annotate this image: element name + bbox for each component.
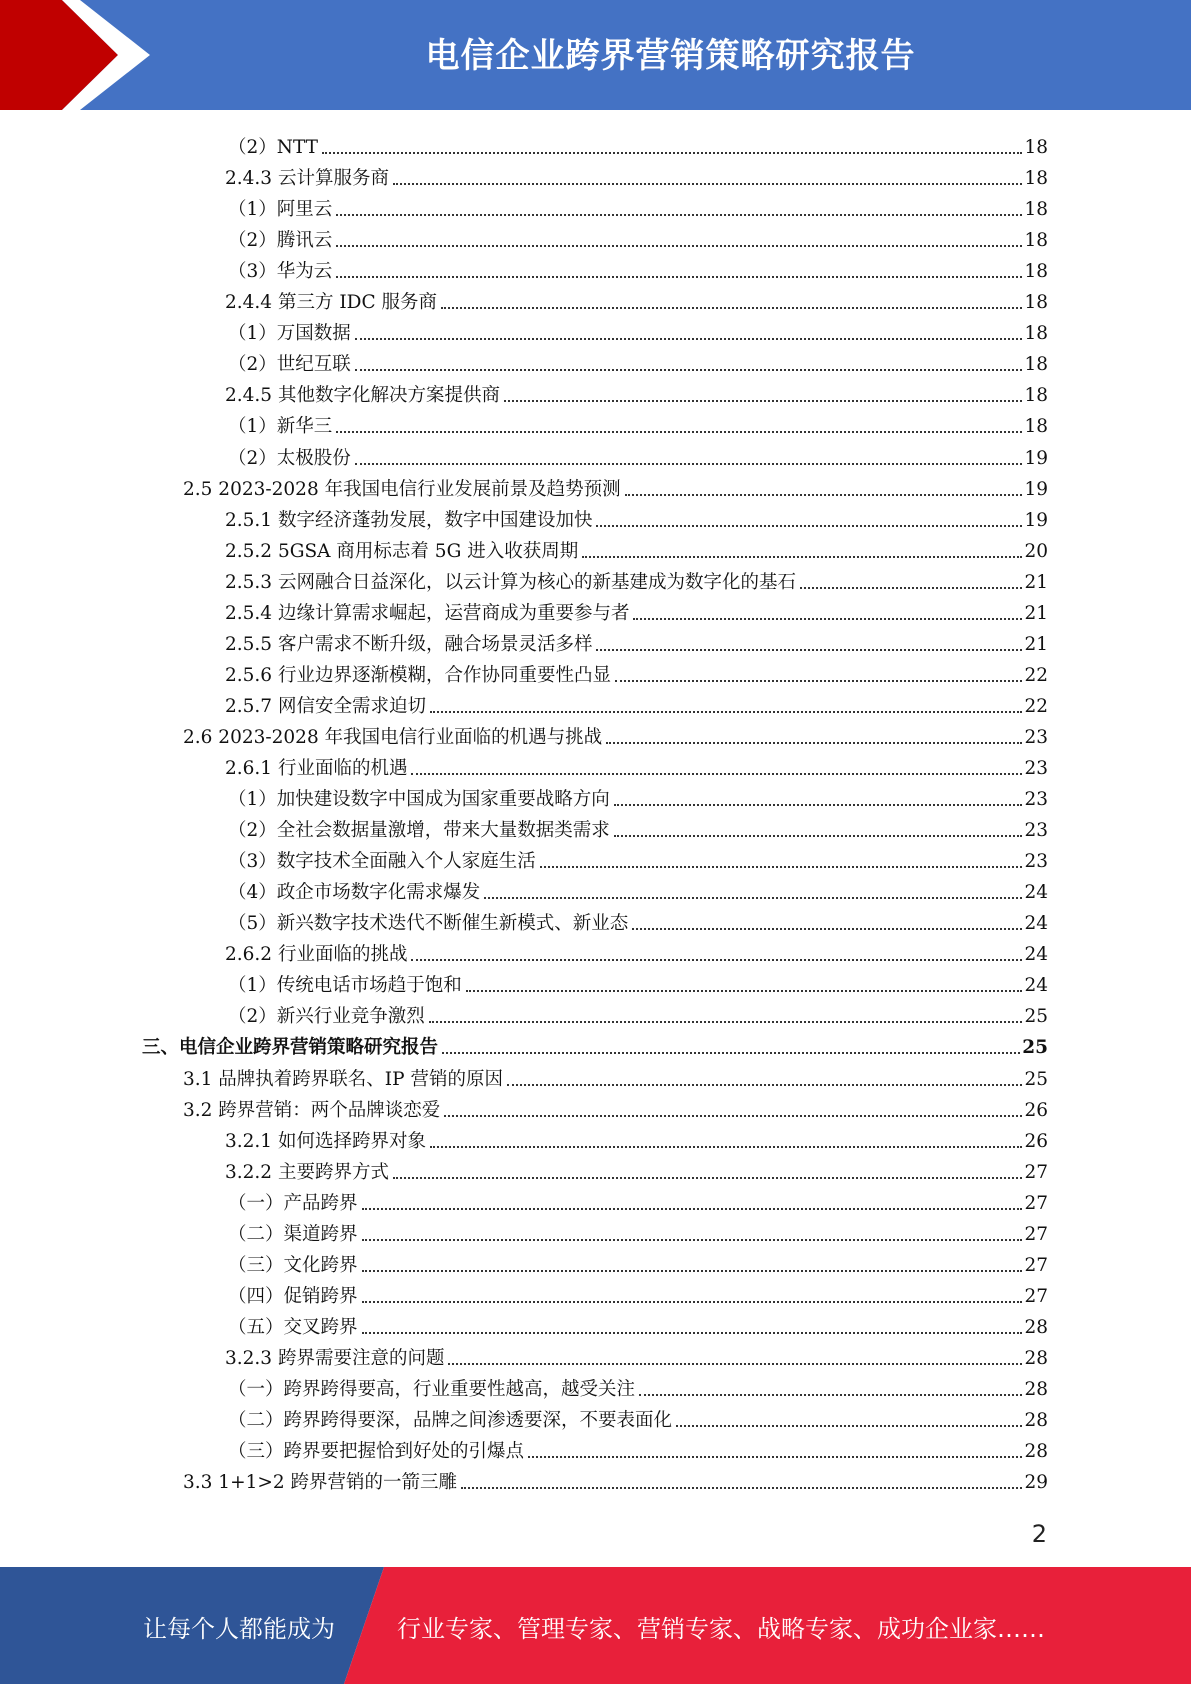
toc-leader-dots [336,276,1022,278]
toc-entry-title: 2.6.2 行业面临的挑战 [225,944,408,966]
toc-leader-dots [448,1363,1022,1365]
toc-entry-title: （1）阿里云 [228,199,333,221]
toc-entry-title: （二）跨界跨得要深，品牌之间渗透要深，不要表面化 [228,1410,673,1432]
toc-leader-dots [625,494,1023,496]
toc-entry[interactable] [225,656,1048,687]
toc-entry[interactable] [183,1463,1048,1494]
toc-entry[interactable] [225,625,1048,656]
toc-entry[interactable] [142,1028,1048,1059]
toc-entry[interactable] [228,873,1048,904]
toc-leader-dots [355,463,1023,465]
toc-leader-dots [800,587,1022,589]
toc-entry[interactable] [225,376,1048,407]
toc-entry-page: 27 [1024,1192,1048,1214]
toc-entry-page: 25 [1024,1068,1048,1090]
toc-entry[interactable] [228,1215,1048,1246]
header-banner [0,0,1191,110]
toc-entry-title: 2.5.4 边缘计算需求崛起，运营商成为重要参与者 [225,602,630,624]
toc-leader-dots [411,959,1022,961]
toc-entry-title: 2.6 2023-2028 年我国电信行业面临的机遇与挑战 [183,726,603,748]
toc-leader-dots [582,556,1022,558]
toc-leader-dots [614,804,1023,806]
toc-entry[interactable] [228,997,1048,1028]
toc-entry[interactable] [228,128,1048,159]
toc-leader-dots [528,1456,1022,1458]
toc-entry-page: 27 [1024,1161,1048,1183]
toc-entry-page: 19 [1024,447,1048,469]
toc-leader-dots [444,1115,1022,1117]
toc-entry-title: 2.6.1 行业面临的机遇 [225,758,408,779]
toc-leader-dots [393,1177,1022,1179]
footer-slogan-left: 让每个人都能成为 [143,1615,335,1643]
toc-entry-title: 2.5.6 行业边界逐渐模糊，合作协同重要性凸显 [225,664,611,686]
toc-entry-page: 28 [1024,1347,1048,1369]
toc-entry[interactable] [228,407,1048,438]
toc-entry[interactable] [225,749,1048,780]
toc-leader-dots [362,1270,1023,1272]
toc-entry-page: 24 [1024,944,1048,966]
toc-entry[interactable] [225,935,1048,966]
toc-entry[interactable] [228,1277,1048,1308]
toc-entry-page: 18 [1024,416,1048,438]
toc-entry[interactable] [228,1246,1048,1277]
toc-entry-page: 26 [1024,1130,1048,1152]
toc-entry[interactable] [225,532,1048,563]
toc-entry-title: （三）文化跨界 [228,1254,358,1276]
toc-entry-title: （5）新兴数字技术迭代不断催生新模式、新业态 [228,913,629,935]
toc-leader-dots [441,307,1022,309]
toc-leader-dots [362,1301,1023,1303]
toc-entry[interactable] [228,811,1048,842]
toc-entry-title: （1）新华三 [228,416,333,438]
toc-entry-page: 23 [1024,851,1048,873]
header-title: 电信企业跨界营销策略研究报告 [425,36,916,76]
toc-entry-title: （一）跨界跨得要高，行业重要性越高，越受关注 [228,1379,636,1400]
footer-slogan-right: 行业专家、管理专家、营销专家、战略专家、成功企业家…… [397,1615,1045,1643]
toc-leader-dots [336,214,1022,216]
toc-leader-dots [430,1146,1022,1148]
toc-leader-dots [430,711,1022,713]
toc-entry-title: （一）产品跨界 [228,1192,358,1214]
toc-entry[interactable] [225,687,1048,718]
toc-leader-dots [362,1208,1023,1210]
toc-entry[interactable] [228,252,1048,283]
toc-entry-page: 23 [1024,820,1048,842]
toc-entry[interactable] [183,718,1048,749]
toc-entry-page: 24 [1024,913,1048,935]
toc-entry-title: （2）腾讯云 [228,230,333,252]
toc-entry-page: 27 [1024,1285,1048,1307]
toc-entry[interactable] [225,1122,1048,1153]
toc-entry[interactable] [228,904,1048,935]
toc-entry-title: 三、电信企业跨界营销策略研究报告 [142,1037,439,1059]
toc-entry-title: （四）促销跨界 [228,1285,358,1307]
toc-leader-dots [362,1332,1023,1334]
toc-entry-title: （五）交叉跨界 [228,1316,358,1338]
toc-entry-title: 2.5.5 客户需求不断升级，融合场景灵活多样 [225,633,593,655]
toc-leader-dots [676,1425,1022,1427]
toc-leader-dots [614,835,1023,837]
toc-entry[interactable] [183,1091,1048,1122]
toc-entry-page: 18 [1024,292,1048,314]
toc-entry[interactable] [225,1153,1048,1184]
toc-leader-dots [336,431,1022,433]
toc-entry[interactable] [228,780,1048,811]
toc-entry[interactable] [225,501,1048,532]
toc-entry[interactable] [228,190,1048,221]
toc-leader-dots [540,866,1023,868]
toc-entry-page: 26 [1024,1099,1048,1121]
toc-leader-dots [355,369,1023,371]
toc-leader-dots [466,990,1023,992]
toc-entry[interactable] [225,563,1048,594]
toc-entry-page: 19 [1024,509,1048,531]
page-number: 2 [1031,1520,1047,1548]
toc-entry-page: 18 [1024,261,1048,283]
toc-leader-dots [336,245,1022,247]
toc-leader-dots [596,649,1022,651]
toc-entry[interactable] [225,283,1048,314]
toc-entry-title: 2.5.3 云网融合日益深化，以云计算为核心的新基建成为数字化的基石 [225,571,796,593]
toc-entry-page: 21 [1024,633,1048,655]
toc-leader-dots [442,1052,1020,1054]
toc-entry-title: 2.5.7 网信安全需求迫切 [225,695,426,717]
toc-entry[interactable] [225,1339,1048,1370]
toc-leader-dots [322,152,1022,154]
toc-leader-dots [411,773,1022,775]
toc-entry-page: 28 [1024,1379,1048,1400]
toc-leader-dots [484,897,1022,899]
toc-leader-dots [393,183,1022,185]
toc-entry-title: 3.3 1+1>2 跨界营销的一箭三雕 [183,1472,457,1494]
toc-entry-page: 22 [1024,664,1048,686]
toc-entry[interactable] [225,159,1048,190]
toc-leader-dots [633,618,1022,620]
toc-entry[interactable] [228,1432,1048,1463]
toc-entry-page: 28 [1024,1316,1048,1338]
toc-leader-dots [596,525,1022,527]
toc-entry-page: 22 [1024,695,1048,717]
toc-entry-page: 19 [1024,478,1048,500]
toc-entry-title: （2）NTT [228,137,318,158]
toc-entry[interactable] [228,314,1048,345]
toc-leader-dots [362,1239,1023,1241]
toc-entry-page: 28 [1024,1441,1048,1463]
toc-entry-page: 25 [1024,1006,1048,1028]
toc-entry-title: 3.2 跨界营销：两个品牌谈恋爱 [183,1099,441,1121]
toc-entry-title: （1）万国数据 [228,323,351,345]
toc-entry-page: 21 [1024,602,1048,624]
toc-entry-title: 2.4.5 其他数字化解决方案提供商 [225,385,500,407]
toc-entry-title: （3）数字技术全面融入个人家庭生活 [228,851,536,873]
toc-entry[interactable] [228,1370,1048,1401]
toc-entry-title: 2.5.1 数字经济蓬勃发展，数字中国建设加快 [225,509,593,531]
toc-entry-title: 3.2.3 跨界需要注意的问题 [225,1347,445,1369]
toc-entry-title: 3.2.1 如何选择跨界对象 [225,1130,426,1152]
toc-entry-title: （2）太极股份 [228,447,351,469]
toc-entry-title: 2.4.4 第三方 IDC 服务商 [225,292,438,314]
toc-entry-page: 27 [1024,1223,1048,1245]
toc-entry[interactable] [225,594,1048,625]
toc-entry-page: 23 [1024,726,1048,748]
toc-entry-title: 3.2.2 主要跨界方式 [225,1161,389,1183]
toc-entry[interactable] [228,842,1048,873]
toc-leader-dots [461,1487,1022,1489]
toc-entry-page: 18 [1024,385,1048,407]
toc-entry-page: 18 [1024,230,1048,252]
toc-entry-title: （4）政企市场数字化需求爆发 [228,882,481,904]
toc-entry[interactable] [228,439,1048,470]
toc-entry[interactable] [183,1060,1048,1091]
toc-entry-page: 23 [1024,789,1048,811]
toc-entry-page: 29 [1024,1472,1048,1494]
toc-entry-page: 18 [1024,323,1048,345]
toc-entry-title: （3）华为云 [228,261,333,283]
toc-entry-title: 2.5 2023-2028 年我国电信行业发展前景及趋势预测 [183,478,621,500]
toc-entry-title: （2）新兴行业竞争激烈 [228,1006,425,1028]
toc-leader-dots [504,400,1022,402]
toc-entry-page: 18 [1024,137,1048,158]
toc-entry-page: 24 [1024,975,1048,997]
toc-entry-title: 2.4.3 云计算服务商 [225,168,389,190]
toc-entry-page: 20 [1024,540,1048,562]
toc-entry[interactable] [228,966,1048,997]
toc-leader-dots [615,680,1022,682]
toc-leader-dots [606,742,1022,744]
toc-leader-dots [632,928,1022,930]
toc-entry-title: （三）跨界要把握恰到好处的引爆点 [228,1441,525,1463]
toc-entry-title: 2.5.2 5GSA 商用标志着 5G 进入收获周期 [225,540,579,562]
toc-entry-title: 3.1 品牌执着跨界联名、IP 营销的原因 [183,1068,503,1090]
toc-entry[interactable] [228,221,1048,252]
toc-entry-page: 21 [1024,571,1048,593]
footer-banner [0,1567,1191,1684]
toc-entry-page: 28 [1024,1410,1048,1432]
toc-entry-title: （二）渠道跨界 [228,1223,358,1245]
toc-leader-dots [355,338,1023,340]
toc-entry[interactable] [228,345,1048,376]
toc-entry-page: 18 [1024,168,1048,190]
toc-leader-dots [507,1084,1023,1086]
toc-entry-page: 18 [1024,354,1048,376]
toc-leader-dots [639,1394,1022,1396]
toc-leader-dots [429,1021,1023,1023]
toc-entry-page: 18 [1024,199,1048,221]
toc-entry-title: （1）加快建设数字中国成为国家重要战略方向 [228,789,610,811]
toc-entry-page: 27 [1024,1254,1048,1276]
toc-entry[interactable] [228,1184,1048,1215]
toc-entry[interactable] [228,1308,1048,1339]
toc-entry-page: 24 [1024,882,1048,904]
toc-entry-page: 25 [1022,1037,1048,1059]
toc-entry-title: （2）全社会数据量激增，带来大量数据类需求 [228,820,610,842]
toc-entry-title: （1）传统电话市场趋于饱和 [228,975,462,997]
toc-entry-title: （2）世纪互联 [228,354,351,376]
toc-entry[interactable] [228,1401,1048,1432]
toc-entry-page: 23 [1024,758,1048,779]
toc-entry[interactable] [183,470,1048,501]
